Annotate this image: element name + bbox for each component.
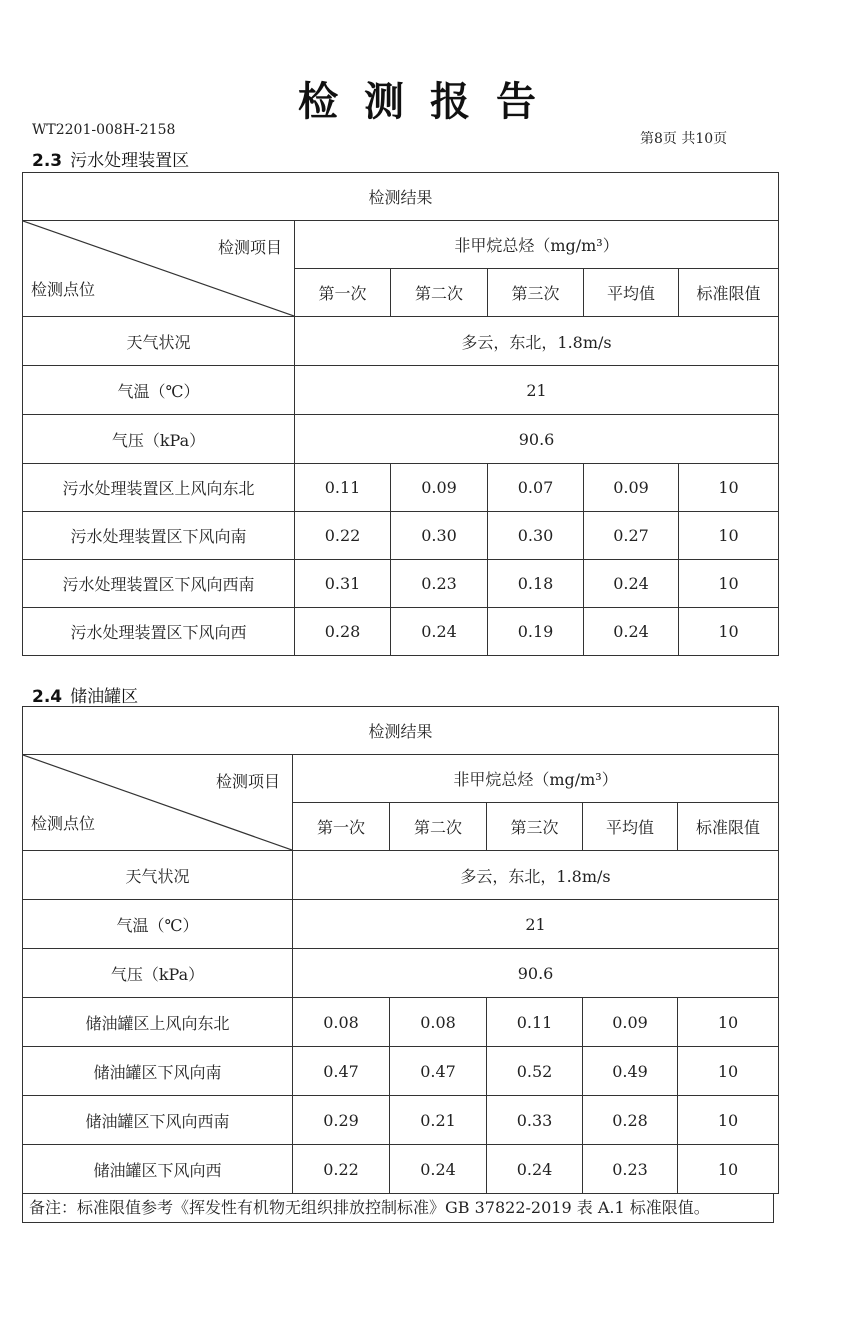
section-number: 2.3 [32, 151, 63, 171]
table-row [23, 608, 779, 656]
limit-value: 10 [678, 1096, 779, 1145]
diagonal-header-cell [23, 755, 293, 851]
average-value: 0.09 [584, 464, 679, 512]
limit-value: 10 [679, 560, 779, 608]
page-info: 第8页 共10页 [640, 131, 728, 147]
results-table [22, 706, 779, 1194]
report-title: 检测报告 [298, 78, 562, 125]
column-header: 第二次 [390, 803, 487, 851]
column-header: 第一次 [293, 803, 390, 851]
average-value: 0.24 [584, 560, 679, 608]
limit-value: 10 [678, 1047, 779, 1096]
average-value: 0.49 [583, 1047, 678, 1096]
weather-label: 天气状况 [23, 317, 295, 366]
column-header: 平均值 [584, 269, 679, 317]
value-2: 0.09 [391, 464, 488, 512]
section-title: 污水处理装置区 [70, 151, 190, 171]
section-number: 2.4 [32, 687, 63, 707]
value-1: 0.29 [293, 1096, 390, 1145]
weather-label: 天气状况 [23, 851, 293, 900]
value-1: 0.47 [293, 1047, 390, 1096]
column-header: 第二次 [391, 269, 488, 317]
temperature-value: 21 [293, 900, 779, 949]
value-1: 0.22 [293, 1145, 390, 1194]
value-3: 0.07 [488, 464, 584, 512]
result-header: 检测结果 [23, 173, 779, 221]
row-location: 储油罐区下风向西 [23, 1145, 293, 1194]
row-location: 污水处理装置区下风向南 [23, 512, 295, 560]
limit-value: 10 [678, 1145, 779, 1194]
value-2: 0.21 [390, 1096, 487, 1145]
table-row [23, 464, 779, 512]
value-1: 0.22 [295, 512, 391, 560]
value-1: 0.08 [293, 998, 390, 1047]
results-table [22, 172, 779, 656]
value-3: 0.24 [487, 1145, 583, 1194]
pressure-value: 90.6 [293, 949, 779, 998]
row-location: 污水处理装置区上风向东北 [23, 464, 295, 512]
pollutant-header: 非甲烷总烃（mg/m³） [295, 221, 779, 269]
value-3: 0.18 [488, 560, 584, 608]
value-2: 0.08 [390, 998, 487, 1047]
value-1: 0.28 [295, 608, 391, 656]
pressure-value: 90.6 [295, 415, 779, 464]
weather-value: 多云，东北，1.8m/s [293, 851, 779, 900]
table-row [23, 512, 779, 560]
value-2: 0.24 [390, 1145, 487, 1194]
diagonal-header-cell [23, 221, 295, 317]
point-label: 检测点位 [31, 814, 96, 833]
temperature-label: 气温（℃） [23, 366, 295, 415]
pollutant-header: 非甲烷总烃（mg/m³） [293, 755, 779, 803]
average-value: 0.09 [583, 998, 678, 1047]
limit-value: 10 [679, 608, 779, 656]
table-row [23, 1145, 779, 1194]
row-location: 污水处理装置区下风向西 [23, 608, 295, 656]
column-header: 第一次 [295, 269, 391, 317]
column-header: 第三次 [487, 803, 583, 851]
remarks-note: 备注：标准限值参考《挥发性有机物无组织排放控制标准》GB 37822-2019 表 A.1 标准限值。 [22, 1194, 774, 1223]
point-label: 检测点位 [31, 280, 96, 299]
column-header: 标准限值 [679, 269, 779, 317]
weather-value: 多云，东北，1.8m/s [295, 317, 779, 366]
table-row [23, 560, 779, 608]
item-label: 检测项目 [215, 772, 280, 791]
row-location: 储油罐区上风向东北 [23, 998, 293, 1047]
average-value: 0.24 [584, 608, 679, 656]
row-location: 储油罐区下风向西南 [23, 1096, 293, 1145]
limit-value: 10 [678, 998, 779, 1047]
table-row [23, 998, 779, 1047]
section-heading [32, 146, 189, 171]
temperature-label: 气温（℃） [23, 900, 293, 949]
value-1: 0.11 [295, 464, 391, 512]
pressure-label: 气压（kPa） [23, 415, 295, 464]
section-title: 储油罐区 [70, 687, 139, 707]
section-heading [32, 682, 138, 707]
value-3: 0.19 [488, 608, 584, 656]
average-value: 0.28 [583, 1096, 678, 1145]
value-3: 0.52 [487, 1047, 583, 1096]
column-header: 平均值 [583, 803, 678, 851]
item-label: 检测项目 [217, 238, 282, 257]
result-header: 检测结果 [23, 707, 779, 755]
average-value: 0.27 [584, 512, 679, 560]
value-2: 0.24 [391, 608, 488, 656]
average-value: 0.23 [583, 1145, 678, 1194]
limit-value: 10 [679, 464, 779, 512]
row-location: 储油罐区下风向南 [23, 1047, 293, 1096]
value-2: 0.47 [390, 1047, 487, 1096]
limit-value: 10 [679, 512, 779, 560]
table-row [23, 1096, 779, 1145]
value-2: 0.30 [391, 512, 488, 560]
pressure-label: 气压（kPa） [23, 949, 293, 998]
row-location: 污水处理装置区下风向西南 [23, 560, 295, 608]
table-row [23, 1047, 779, 1096]
value-3: 0.33 [487, 1096, 583, 1145]
value-3: 0.30 [488, 512, 584, 560]
value-3: 0.11 [487, 998, 583, 1047]
temperature-value: 21 [295, 366, 779, 415]
value-1: 0.31 [295, 560, 391, 608]
value-2: 0.23 [391, 560, 488, 608]
column-header: 标准限值 [678, 803, 779, 851]
document-number: WT2201-008H-2158 [32, 122, 176, 138]
column-header: 第三次 [488, 269, 584, 317]
